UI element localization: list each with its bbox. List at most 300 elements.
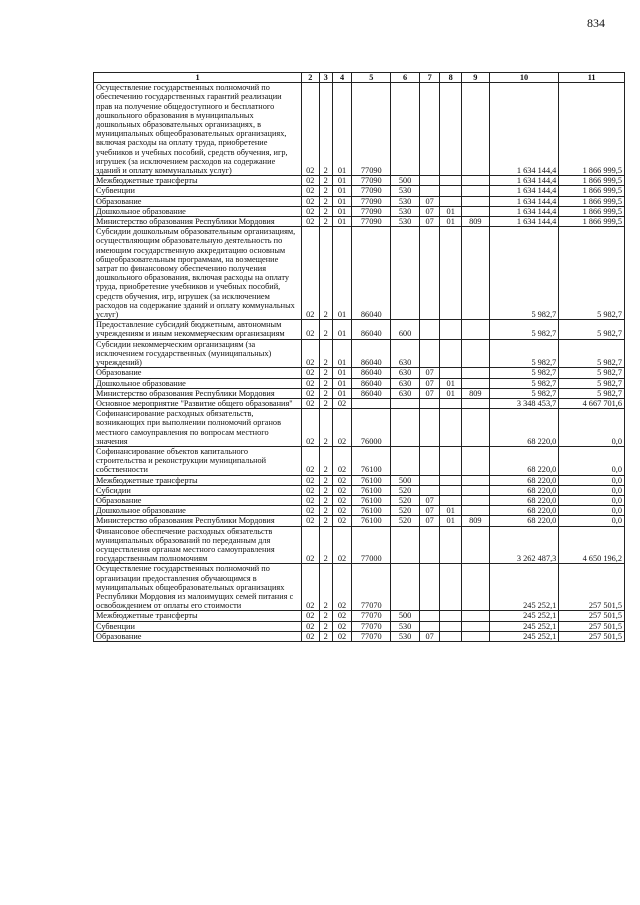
amount-cell: 245 252,1: [489, 621, 559, 631]
code-cell: [461, 611, 489, 621]
table-row: [94, 398, 625, 408]
amount-cell: 4 667 701,6: [559, 398, 625, 408]
amount-cell: 1 866 999,5: [559, 83, 625, 176]
code-cell: 01: [332, 176, 351, 186]
code-cell: 01: [332, 227, 351, 320]
code-cell: 2: [319, 227, 332, 320]
code-cell: 01: [332, 378, 351, 388]
row-name-cell: Образование: [94, 368, 302, 378]
amount-cell: 0,0: [559, 506, 625, 516]
code-cell: [461, 83, 489, 176]
amount-cell: 0,0: [559, 485, 625, 495]
row-name-cell: Образование: [94, 495, 302, 505]
code-cell: [391, 227, 420, 320]
table-row: [94, 506, 625, 516]
code-cell: 86040: [352, 339, 391, 368]
amount-cell: 3 348 453,7: [489, 398, 559, 408]
code-cell: [461, 176, 489, 186]
table-row: [94, 186, 625, 196]
table-row: [94, 378, 625, 388]
amount-cell: 1 634 144,4: [489, 83, 559, 176]
code-cell: [461, 631, 489, 641]
amount-cell: 0,0: [559, 495, 625, 505]
code-cell: 2: [319, 485, 332, 495]
row-name-cell: Межбюджетные трансферты: [94, 475, 302, 485]
code-cell: [440, 564, 462, 611]
code-cell: 02: [302, 516, 319, 526]
code-cell: [419, 83, 440, 176]
code-cell: 2: [319, 320, 332, 339]
amount-cell: 257 501,5: [559, 611, 625, 621]
code-cell: [461, 526, 489, 564]
table-row: [94, 526, 625, 564]
amount-cell: 1 866 999,5: [559, 176, 625, 186]
amount-cell: 5 982,7: [559, 368, 625, 378]
row-name-cell: Субвенции: [94, 186, 302, 196]
amount-cell: 68 220,0: [489, 446, 559, 475]
code-cell: 02: [302, 564, 319, 611]
header-cell: 2: [302, 73, 319, 83]
code-cell: 02: [302, 320, 319, 339]
row-name-cell: Осуществление государственных полномочий по организации предоставления обучающимся в муниципальных общеобразовательных организациях Республики Мордовия из малоимущих семей питания с освобождением от оплаты его стоимости: [94, 564, 302, 611]
code-cell: [419, 621, 440, 631]
amount-cell: 1 634 144,4: [489, 217, 559, 227]
code-cell: [461, 339, 489, 368]
code-cell: 01: [332, 368, 351, 378]
code-cell: 86040: [352, 378, 391, 388]
code-cell: 2: [319, 196, 332, 206]
code-cell: 02: [302, 398, 319, 408]
code-cell: 02: [332, 621, 351, 631]
code-cell: 2: [319, 83, 332, 176]
amount-cell: 245 252,1: [489, 611, 559, 621]
code-cell: 809: [461, 516, 489, 526]
code-cell: 07: [419, 495, 440, 505]
code-cell: 01: [440, 206, 462, 216]
code-cell: [391, 446, 420, 475]
code-cell: 86040: [352, 388, 391, 398]
amount-cell: 5 982,7: [559, 388, 625, 398]
code-cell: [461, 495, 489, 505]
code-cell: 76100: [352, 485, 391, 495]
code-cell: [419, 176, 440, 186]
code-cell: 01: [332, 83, 351, 176]
amount-cell: 5 982,7: [489, 320, 559, 339]
code-cell: 07: [419, 206, 440, 216]
code-cell: [440, 83, 462, 176]
code-cell: 76100: [352, 506, 391, 516]
code-cell: [440, 475, 462, 485]
code-cell: 02: [302, 378, 319, 388]
code-cell: 76000: [352, 409, 391, 447]
code-cell: 77070: [352, 631, 391, 641]
code-cell: [461, 186, 489, 196]
code-cell: 02: [302, 611, 319, 621]
code-cell: 07: [419, 217, 440, 227]
code-cell: 77090: [352, 206, 391, 216]
table-row: [94, 339, 625, 368]
code-cell: 77090: [352, 186, 391, 196]
row-name-cell: Софинансирование расходных обязательств, возникающих при выполнении полномочий органов местного самоуправления по вопросам местного значения: [94, 409, 302, 447]
code-cell: 07: [419, 378, 440, 388]
code-cell: 2: [319, 217, 332, 227]
code-cell: [419, 485, 440, 495]
code-cell: 76100: [352, 475, 391, 485]
amount-cell: 4 650 196,2: [559, 526, 625, 564]
code-cell: 500: [391, 475, 420, 485]
row-name-cell: Субсидии: [94, 485, 302, 495]
code-cell: 02: [302, 388, 319, 398]
amount-cell: 0,0: [559, 409, 625, 447]
code-cell: 2: [319, 378, 332, 388]
row-name-cell: Министерство образования Республики Мордовия: [94, 217, 302, 227]
code-cell: 02: [302, 446, 319, 475]
code-cell: [440, 631, 462, 641]
code-cell: [461, 206, 489, 216]
code-cell: 02: [302, 631, 319, 641]
table-row: [94, 217, 625, 227]
code-cell: [352, 398, 391, 408]
table-row: [94, 409, 625, 447]
code-cell: [461, 564, 489, 611]
code-cell: 520: [391, 506, 420, 516]
code-cell: 02: [332, 611, 351, 621]
code-cell: [440, 485, 462, 495]
code-cell: 02: [302, 176, 319, 186]
code-cell: 01: [332, 196, 351, 206]
code-cell: [440, 409, 462, 447]
amount-cell: 1 866 999,5: [559, 186, 625, 196]
code-cell: 01: [332, 388, 351, 398]
code-cell: 02: [332, 446, 351, 475]
code-cell: 02: [302, 206, 319, 216]
row-name-cell: Дошкольное образование: [94, 378, 302, 388]
row-name-cell: Министерство образования Республики Мордовия: [94, 388, 302, 398]
code-cell: 02: [332, 475, 351, 485]
code-cell: 02: [332, 526, 351, 564]
code-cell: 02: [302, 495, 319, 505]
code-cell: 630: [391, 388, 420, 398]
row-name-cell: Осуществление государственных полномочий по обеспечению государственных гарантий реализации прав на получение общедоступного и бесплатного дошкольного образования в муниципальных дошкольных образовательных организациях, в муниципальных общеобразовательных организациях, включая расходы на оплату труда, приобретение учебников и учебных пособий, средств обучения, игр, игрушек (за исключением расходов на содержание зданий и оплату коммунальных услуг): [94, 83, 302, 176]
code-cell: [440, 339, 462, 368]
amount-cell: 5 982,7: [489, 388, 559, 398]
code-cell: 2: [319, 621, 332, 631]
code-cell: [419, 446, 440, 475]
table-row: [94, 485, 625, 495]
amount-cell: 3 262 487,3: [489, 526, 559, 564]
code-cell: [440, 446, 462, 475]
code-cell: 530: [391, 196, 420, 206]
code-cell: 530: [391, 631, 420, 641]
row-name-cell: Межбюджетные трансферты: [94, 176, 302, 186]
code-cell: [461, 227, 489, 320]
code-cell: 2: [319, 611, 332, 621]
row-name-cell: Межбюджетные трансферты: [94, 611, 302, 621]
amount-cell: 0,0: [559, 475, 625, 485]
amount-cell: 257 501,5: [559, 621, 625, 631]
amount-cell: 1 634 144,4: [489, 206, 559, 216]
code-cell: [461, 446, 489, 475]
header-cell: 1: [94, 73, 302, 83]
code-cell: 02: [302, 217, 319, 227]
page-number: 834: [587, 16, 605, 30]
code-cell: [461, 196, 489, 206]
code-cell: 2: [319, 339, 332, 368]
code-cell: 2: [319, 409, 332, 447]
table-row: [94, 446, 625, 475]
table-row: [94, 388, 625, 398]
code-cell: 530: [391, 217, 420, 227]
code-cell: [419, 526, 440, 564]
code-cell: [440, 611, 462, 621]
header-cell: 4: [332, 73, 351, 83]
amount-cell: 257 501,5: [559, 631, 625, 641]
code-cell: [391, 564, 420, 611]
code-cell: 76100: [352, 495, 391, 505]
table-row: [94, 83, 625, 176]
code-cell: 2: [319, 631, 332, 641]
code-cell: 77070: [352, 621, 391, 631]
code-cell: 02: [302, 186, 319, 196]
code-cell: 600: [391, 320, 420, 339]
code-cell: [440, 621, 462, 631]
row-name-cell: Дошкольное образование: [94, 506, 302, 516]
table-row: [94, 176, 625, 186]
code-cell: 02: [332, 495, 351, 505]
row-name-cell: Образование: [94, 631, 302, 641]
code-cell: 76100: [352, 446, 391, 475]
code-cell: [461, 621, 489, 631]
code-cell: 02: [302, 485, 319, 495]
code-cell: [461, 378, 489, 388]
code-cell: 01: [332, 206, 351, 216]
code-cell: 01: [440, 506, 462, 516]
code-cell: 02: [302, 526, 319, 564]
table-row: [94, 368, 625, 378]
table-row: [94, 320, 625, 339]
code-cell: 77090: [352, 217, 391, 227]
row-name-cell: Субсидии дошкольным образовательным организациям, осуществляющим образовательную деятельность по имеющим государственную аккредитацию основным общеобразовательным программам, на возмещение затрат по финансовому обеспечению получения дошкольного образования, включая расходы на оплату труда, приобретение учебников и учебных пособий, средств обучения, игр, игрушек (за исключением расходов на содержание зданий и оплату коммунальных услуг): [94, 227, 302, 320]
code-cell: [391, 526, 420, 564]
code-cell: 02: [302, 506, 319, 516]
amount-cell: 68 220,0: [489, 475, 559, 485]
code-cell: 07: [419, 368, 440, 378]
code-cell: 530: [391, 206, 420, 216]
code-cell: 77000: [352, 526, 391, 564]
code-cell: 01: [440, 388, 462, 398]
table-row: [94, 564, 625, 611]
code-cell: 02: [302, 621, 319, 631]
code-cell: [440, 320, 462, 339]
table-row: [94, 227, 625, 320]
code-cell: [440, 368, 462, 378]
row-name-cell: Софинансирование объектов капитального строительства и реконструкции муниципальной собственности: [94, 446, 302, 475]
code-cell: 520: [391, 516, 420, 526]
code-cell: 01: [440, 516, 462, 526]
amount-cell: 68 220,0: [489, 516, 559, 526]
code-cell: [391, 83, 420, 176]
code-cell: [419, 611, 440, 621]
code-cell: 07: [419, 516, 440, 526]
row-name-cell: Субвенции: [94, 621, 302, 631]
code-cell: 2: [319, 564, 332, 611]
code-cell: [461, 475, 489, 485]
code-cell: 2: [319, 186, 332, 196]
code-cell: 2: [319, 495, 332, 505]
amount-cell: 68 220,0: [489, 495, 559, 505]
amount-cell: 1 866 999,5: [559, 196, 625, 206]
code-cell: 500: [391, 611, 420, 621]
code-cell: 809: [461, 217, 489, 227]
amount-cell: 245 252,1: [489, 564, 559, 611]
code-cell: 809: [461, 388, 489, 398]
code-cell: 02: [332, 631, 351, 641]
code-cell: 86040: [352, 368, 391, 378]
table-row: [94, 196, 625, 206]
code-cell: [419, 339, 440, 368]
code-cell: 02: [332, 564, 351, 611]
amount-cell: 1 634 144,4: [489, 186, 559, 196]
code-cell: 2: [319, 176, 332, 186]
amount-cell: 0,0: [559, 516, 625, 526]
table-row: [94, 206, 625, 216]
code-cell: [440, 176, 462, 186]
code-cell: [461, 409, 489, 447]
amount-cell: 68 220,0: [489, 506, 559, 516]
code-cell: [440, 186, 462, 196]
code-cell: [461, 368, 489, 378]
header-cell: 9: [461, 73, 489, 83]
row-name-cell: Предоставление субсидий бюджетным, автономным учреждениям и иным некоммерческим организациям: [94, 320, 302, 339]
code-cell: 2: [319, 446, 332, 475]
amount-cell: 5 982,7: [559, 339, 625, 368]
code-cell: [391, 398, 420, 408]
budget-table: [93, 72, 625, 642]
code-cell: 86040: [352, 320, 391, 339]
amount-cell: 1 634 144,4: [489, 176, 559, 186]
code-cell: [419, 409, 440, 447]
amount-cell: 5 982,7: [489, 227, 559, 320]
table-header-row: [94, 73, 625, 83]
code-cell: 02: [302, 475, 319, 485]
amount-cell: 68 220,0: [489, 409, 559, 447]
code-cell: 02: [332, 485, 351, 495]
amount-cell: 5 982,7: [489, 378, 559, 388]
code-cell: 630: [391, 378, 420, 388]
header-cell: 8: [440, 73, 462, 83]
amount-cell: 245 252,1: [489, 631, 559, 641]
code-cell: [440, 495, 462, 505]
table-row: [94, 621, 625, 631]
code-cell: [419, 186, 440, 196]
code-cell: 500: [391, 176, 420, 186]
code-cell: 630: [391, 368, 420, 378]
code-cell: [419, 564, 440, 611]
code-cell: [461, 320, 489, 339]
code-cell: [419, 227, 440, 320]
code-cell: 07: [419, 196, 440, 206]
code-cell: 2: [319, 506, 332, 516]
code-cell: 520: [391, 485, 420, 495]
row-name-cell: Субсидии некоммерческим организациям (за исключением государственных (муниципальных) учреждений): [94, 339, 302, 368]
amount-cell: 0,0: [559, 446, 625, 475]
code-cell: 77070: [352, 611, 391, 621]
header-cell: 7: [419, 73, 440, 83]
code-cell: [419, 398, 440, 408]
table-row: [94, 611, 625, 621]
row-name-cell: Дошкольное образование: [94, 206, 302, 216]
code-cell: [461, 506, 489, 516]
amount-cell: 5 982,7: [559, 320, 625, 339]
code-cell: 630: [391, 339, 420, 368]
code-cell: 2: [319, 388, 332, 398]
header-cell: 11: [559, 73, 625, 83]
table-row: [94, 475, 625, 485]
code-cell: 02: [332, 516, 351, 526]
code-cell: [419, 320, 440, 339]
amount-cell: 1 634 144,4: [489, 196, 559, 206]
code-cell: 86040: [352, 227, 391, 320]
header-cell: 3: [319, 73, 332, 83]
amount-cell: 1 866 999,5: [559, 217, 625, 227]
code-cell: 2: [319, 475, 332, 485]
header-cell: 5: [352, 73, 391, 83]
code-cell: 02: [302, 83, 319, 176]
code-cell: 07: [419, 506, 440, 516]
row-name-cell: Основное мероприятие "Развитие общего образования": [94, 398, 302, 408]
table-row: [94, 631, 625, 641]
code-cell: [440, 227, 462, 320]
code-cell: 2: [319, 206, 332, 216]
row-name-cell: Образование: [94, 196, 302, 206]
code-cell: 02: [302, 196, 319, 206]
code-cell: 01: [332, 320, 351, 339]
code-cell: 2: [319, 516, 332, 526]
amount-cell: 5 982,7: [489, 368, 559, 378]
amount-cell: 1 866 999,5: [559, 206, 625, 216]
amount-cell: 5 982,7: [559, 227, 625, 320]
code-cell: 530: [391, 621, 420, 631]
code-cell: 01: [332, 339, 351, 368]
code-cell: [419, 475, 440, 485]
row-name-cell: Министерство образования Республики Мордовия: [94, 516, 302, 526]
amount-cell: 257 501,5: [559, 564, 625, 611]
table-row: [94, 495, 625, 505]
code-cell: 77090: [352, 176, 391, 186]
header-cell: 6: [391, 73, 420, 83]
code-cell: 07: [419, 388, 440, 398]
code-cell: 07: [419, 631, 440, 641]
header-cell: 10: [489, 73, 559, 83]
code-cell: 530: [391, 186, 420, 196]
code-cell: 01: [332, 186, 351, 196]
code-cell: 02: [302, 409, 319, 447]
code-cell: 2: [319, 368, 332, 378]
amount-cell: 5 982,7: [559, 378, 625, 388]
code-cell: 02: [332, 506, 351, 516]
code-cell: 77090: [352, 196, 391, 206]
code-cell: 02: [302, 368, 319, 378]
code-cell: [461, 398, 489, 408]
code-cell: [440, 196, 462, 206]
code-cell: 520: [391, 495, 420, 505]
code-cell: [440, 398, 462, 408]
row-name-cell: Финансовое обеспечение расходных обязательств муниципальных образований по переданным для осуществления органам местного самоуправления государственным полномочиям: [94, 526, 302, 564]
code-cell: 01: [332, 217, 351, 227]
table-row: [94, 516, 625, 526]
code-cell: 01: [440, 378, 462, 388]
code-cell: 02: [332, 409, 351, 447]
